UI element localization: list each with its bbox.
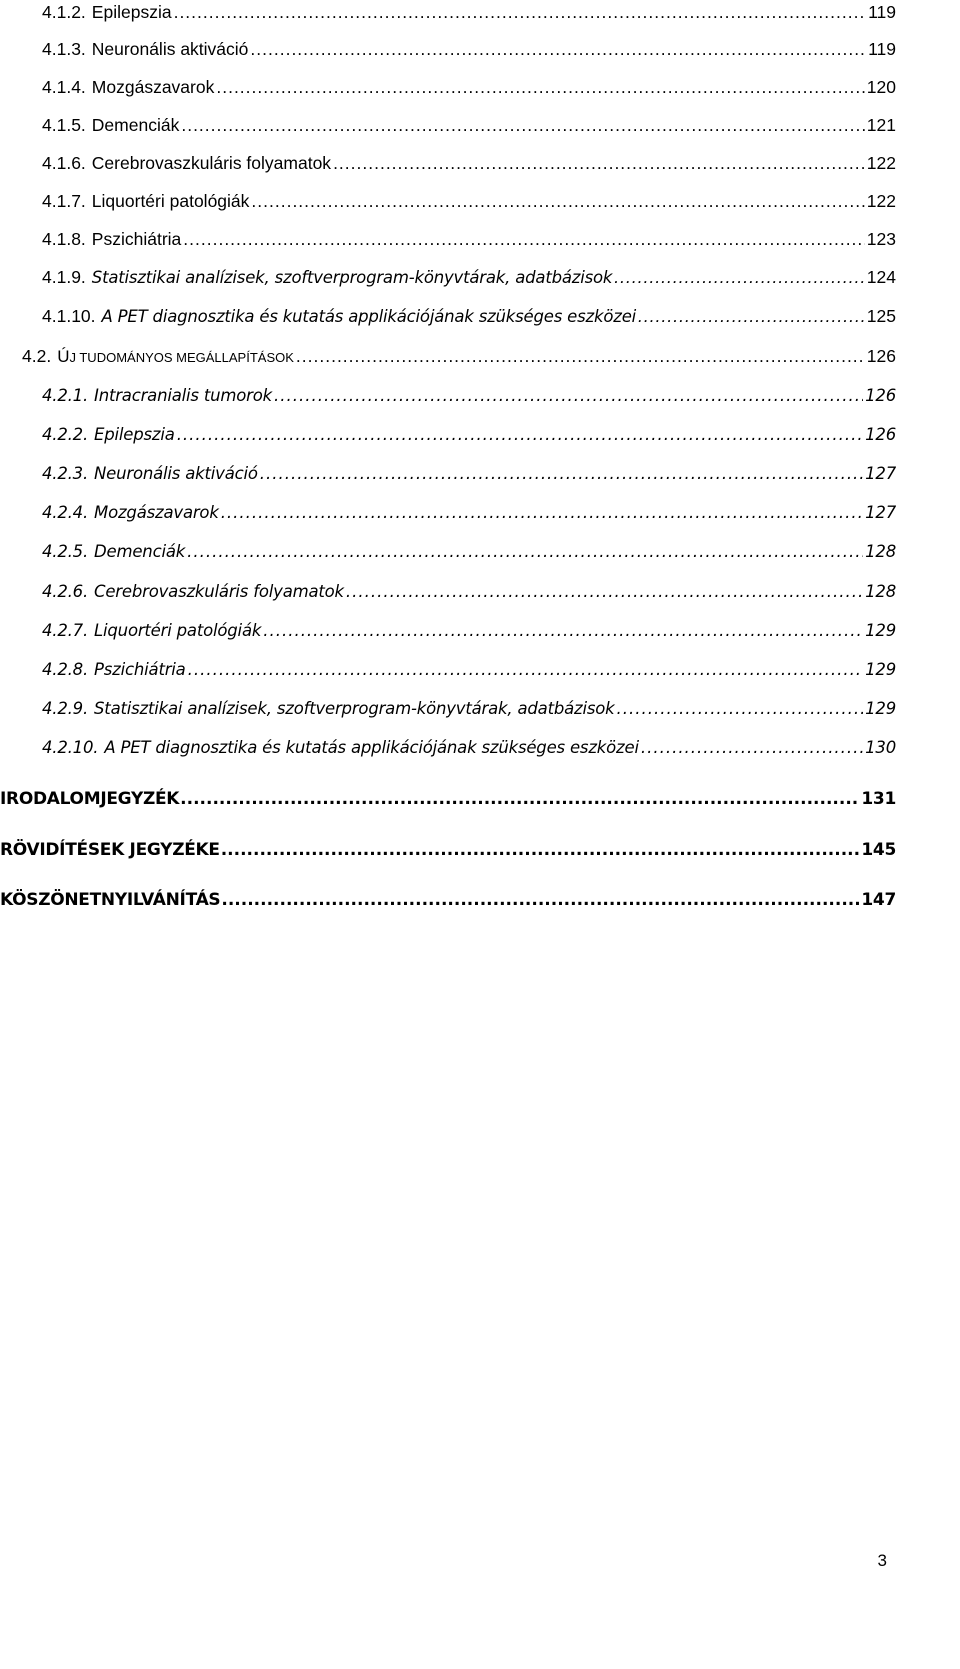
toc-entry-title: Neuronális aktiváció [91, 39, 249, 59]
toc-entry-4-2-1[interactable] [42, 381, 896, 411]
toc-entry-page: 126 [865, 386, 896, 405]
toc-entry-page: 124 [866, 267, 896, 287]
toc-entry-number: 4.2.9. [42, 699, 89, 718]
toc-leader-dots [174, 0, 867, 27]
toc-entry-page: 119 [868, 39, 896, 59]
toc-entry-number: 4.1.4. [42, 77, 86, 97]
toc-entry-number: 4.2.5. [42, 542, 89, 561]
toc-entry-title: Pszichiátria [91, 229, 182, 249]
toc-entry-title-initial: Ú [57, 347, 70, 366]
toc-leader-dots [641, 733, 863, 763]
page-number: 3 [877, 1551, 887, 1570]
toc-entry-page: 130 [865, 738, 896, 757]
toc-leader-dots [296, 341, 865, 371]
toc-leader-dots [274, 381, 863, 411]
toc-entry-4-1-9[interactable] [42, 262, 896, 292]
toc-leader-dots [260, 459, 863, 489]
toc-entry-page: 128 [865, 582, 896, 601]
toc-entry-4-1-10[interactable] [42, 301, 896, 331]
toc-entry-number: 4.1.5. [42, 115, 86, 135]
toc-leader-dots [221, 498, 863, 528]
toc-entry-title: Demenciák [94, 542, 186, 561]
toc-entry-title: A PET diagnosztika és kutatás applikációjának szükséges eszközei [104, 738, 639, 757]
toc-leader-dots [216, 72, 864, 102]
toc-entry-title: Intracranialis tumorok [94, 386, 272, 405]
toc-entry-4-1-2[interactable] [42, 0, 896, 27]
toc-leader-dots [333, 148, 865, 178]
toc-entry-page: 119 [868, 2, 896, 22]
toc-leader-dots [250, 34, 866, 64]
toc-entry-title: Neuronális aktiváció [94, 464, 258, 483]
toc-entry-page: 131 [861, 789, 896, 809]
toc-entry-page: 129 [865, 660, 896, 679]
toc-leader-dots [180, 784, 860, 814]
toc-entry-page: 127 [865, 503, 896, 522]
toc-entry-title: Demenciák [91, 115, 180, 135]
toc-leader-dots [617, 694, 864, 724]
toc-entry-title: Cerebrovaszkuláris folyamatok [91, 153, 332, 173]
toc-entry-title: Epilepszia [91, 2, 172, 22]
toc-entry-number: 4.2.7. [42, 621, 89, 640]
toc-entry-page: 126 [865, 425, 896, 444]
toc-entry-title: Statisztikai analízisek, szoftverprogram-könyvtárak, adatbázisok [94, 699, 615, 718]
toc-entry-page: 120 [866, 77, 896, 97]
toc-entry-4-2-9[interactable] [42, 694, 896, 724]
toc-entry-title: Mozgászavarok [94, 503, 219, 522]
toc-entry-page: 122 [866, 191, 896, 211]
toc-entry-number: 4.1.9. [42, 267, 86, 287]
toc-leader-dots [346, 577, 863, 607]
toc-entry-page: 121 [866, 115, 896, 135]
toc-entry-page: 125 [866, 306, 896, 326]
toc-entry-page: 129 [865, 621, 896, 640]
toc-entry-4-2-8[interactable] [42, 655, 896, 685]
toc-entry-title: Liquortéri patológiák [91, 191, 250, 211]
toc-leader-dots [187, 537, 863, 567]
toc-entry-page: 126 [866, 346, 896, 366]
toc-entry-number: 4.2. [22, 346, 52, 366]
toc-entry-4-2-10[interactable] [42, 733, 896, 763]
toc-entry-number: 4.2.6. [42, 582, 89, 601]
toc-entry-4-2-4[interactable] [42, 498, 896, 528]
toc-entry-4-2[interactable] [22, 341, 896, 371]
toc-entry-number: 4.2.8. [42, 660, 89, 679]
toc-leader-dots [221, 885, 860, 915]
toc-entry-page: 122 [866, 153, 896, 173]
toc-entry-page: 147 [861, 890, 896, 910]
toc-entry-number: 4.1.3. [42, 39, 86, 59]
toc-entry-title: Mozgászavarok [91, 77, 215, 97]
toc-entry-title: A PET diagnosztika és kutatás applikációjának szükséges eszközei [101, 307, 637, 326]
toc-leader-dots [221, 835, 861, 865]
toc-entry-4-1-5[interactable] [42, 110, 896, 140]
toc-entry-number: 4.1.6. [42, 153, 86, 173]
toc-entry-4-1-8[interactable] [42, 224, 896, 254]
toc-entry-title: Cerebrovaszkuláris folyamatok [94, 582, 344, 601]
toc-entry-title-smallcaps: J TUDOMÁNYOS MEGÁLLAPÍTÁSOK [69, 350, 294, 365]
toc-entry-4-2-5[interactable] [42, 537, 896, 567]
toc-entry-4-2-6[interactable] [42, 577, 896, 607]
toc-entry-title [57, 342, 294, 371]
toc-entry-4-2-7[interactable] [42, 616, 896, 646]
toc-entry-number: 4.2.4. [42, 503, 89, 522]
toc-entry-4-1-7[interactable] [42, 186, 896, 216]
toc-leader-dots [638, 301, 865, 331]
toc-entry-number: 4.1.8. [42, 229, 86, 249]
toc-entry-page: 127 [865, 464, 896, 483]
toc-entry-4-1-6[interactable] [42, 148, 896, 178]
toc-entry-4-2-3[interactable] [42, 459, 896, 489]
toc-leader-dots [181, 110, 864, 140]
toc-entry-number: 4.1.7. [42, 191, 86, 211]
toc-entry-title: KÖSZÖNETNYILVÁNÍTÁS [0, 890, 221, 910]
toc-entry-4-1-3[interactable] [42, 34, 896, 64]
toc-leader-dots [263, 616, 863, 646]
toc-entry-number: 4.2.1. [42, 386, 89, 405]
toc-entry-title: RÖVIDÍTÉSEK JEGYZÉKE [0, 840, 220, 860]
toc-entry-title: Pszichiátria [94, 660, 186, 679]
toc-entry-title: IRODALOMJEGYZÉK [0, 789, 180, 809]
toc-leader-dots [177, 420, 863, 450]
toc-entry-title: Statisztikai analízisek, szoftverprogram-könyvtárak, adatbázisok [91, 268, 613, 287]
toc-entry-irodalomjegyzek[interactable] [0, 784, 896, 814]
toc-entry-koszonetnyilvanitas[interactable] [0, 885, 896, 915]
toc-entry-4-1-4[interactable] [42, 72, 896, 102]
toc-entry-title: Epilepszia [94, 425, 175, 444]
toc-leader-dots [251, 186, 864, 216]
toc-entry-page: 129 [865, 699, 896, 718]
toc-entry-4-2-2[interactable] [42, 420, 896, 450]
toc-entry-number: 4.2.10. [42, 738, 99, 757]
toc-entry-page: 128 [865, 542, 896, 561]
toc-entry-title: Liquortéri patológiák [94, 621, 262, 640]
toc-leader-dots [188, 655, 863, 685]
toc-entry-number: 4.2.3. [42, 464, 89, 483]
toc-entry-page: 123 [866, 229, 896, 249]
toc-leader-dots [183, 224, 865, 254]
toc-entry-number: 4.2.2. [42, 425, 89, 444]
toc-entry-roviditesek-jegyzeke[interactable] [0, 835, 896, 865]
toc-entry-number: 4.1.10. [42, 306, 96, 326]
toc-entry-number: 4.1.2. [42, 2, 86, 22]
toc-entry-page: 145 [861, 840, 896, 860]
toc-leader-dots [614, 262, 865, 292]
